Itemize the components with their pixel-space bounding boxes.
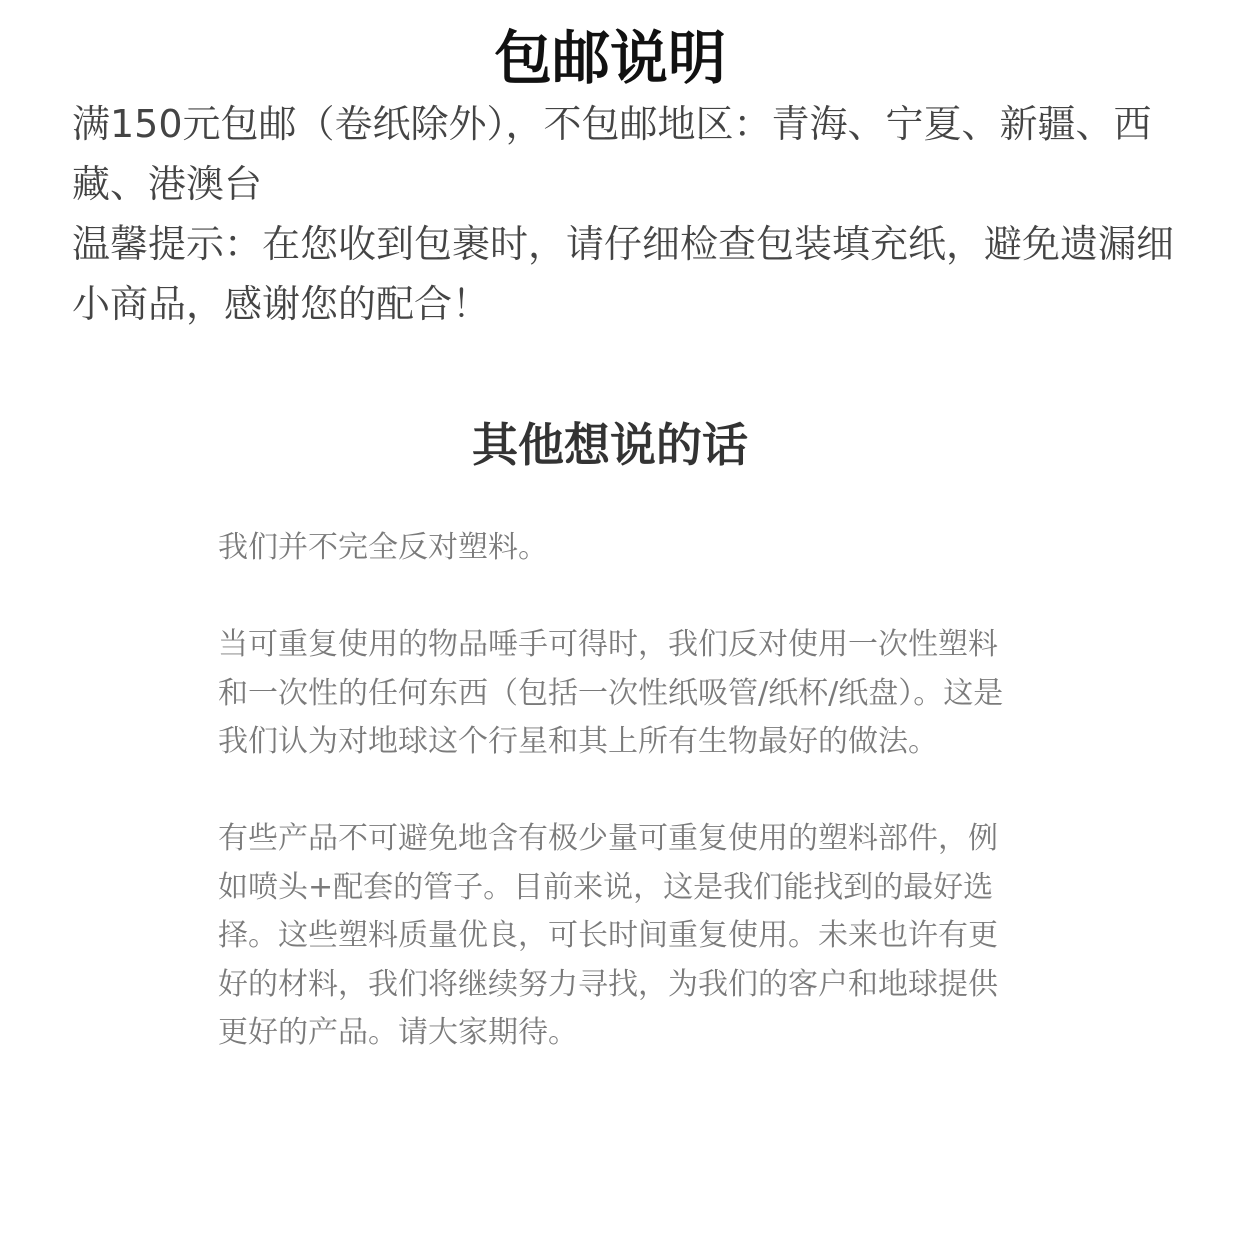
shipping-policy-text: 满150元包邮（卷纸除外），不包邮地区：青海、宁夏、新疆、西藏、港澳台 (72, 102, 1152, 206)
paragraph-plastic-stance: 我们并不完全反对塑料。 (218, 530, 548, 565)
shipping-section (72, 94, 1202, 334)
other-section-title: 其他想说的话 (472, 418, 748, 472)
shipping-tip-text: 温馨提示：在您收到包裹时，请仔细检查包装填充纸，避免遗漏细小商品，感谢您的配合！ (72, 222, 1175, 326)
paragraph-single-use: 当可重复使用的物品唾手可得时，我们反对使用一次性塑料和一次性的任何东西（包括一次性纸吸管/纸杯/纸盘）。这是我们认为对地球这个行星和其上所有生物最好的做法。 (218, 627, 1004, 759)
shipping-title: 包邮说明 (493, 24, 726, 92)
other-section (218, 524, 1008, 1058)
paragraph-reusable-parts: 有些产品不可避免地含有极少量可重复使用的塑料部件，例如喷头+配套的管子。目前来说，这是我们能找到的最好选择。这些塑料质量优良，可长时间重复使用。未来也许有更好的材料，我们将继续努力寻找，为我们的客户和地球提供更好的产品。请大家期待。 (218, 821, 998, 1050)
